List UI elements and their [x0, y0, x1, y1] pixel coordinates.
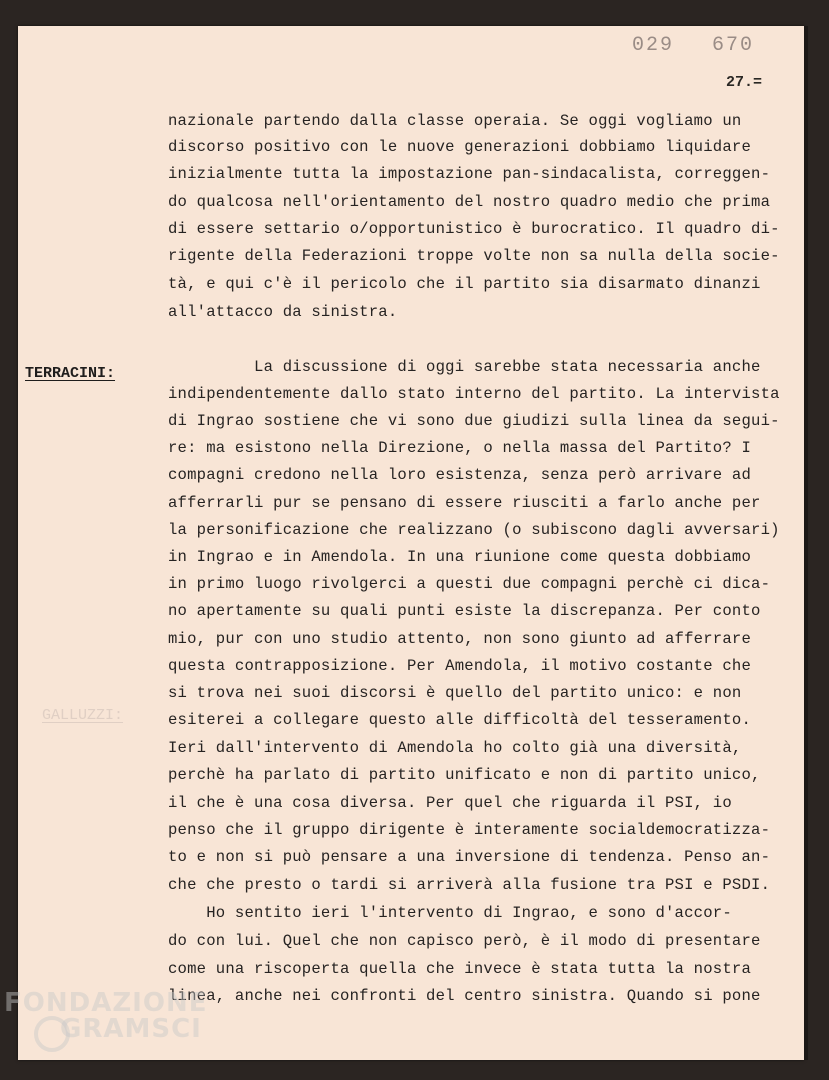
archive-stamp-number-1: 029: [632, 34, 675, 57]
watermark-fondazione: FONDAZIONE: [4, 988, 208, 1018]
text-line: compagni credono nella loro esistenza, senza però arrivare ad: [168, 466, 752, 484]
text-line: penso che il gruppo dirigente è interamente socialdemocratizza-: [168, 821, 771, 839]
text-line: inizialmente tutta la impostazione pan-sindacalista, correggen-: [168, 165, 771, 183]
text-line: di Ingrao sostiene che vi sono due giudizi sulla linea da segui-: [168, 412, 780, 430]
text-line: La discussione di oggi sarebbe stata necessaria anche: [168, 358, 761, 376]
text-line: all'attacco da sinistra.: [168, 303, 398, 321]
text-line: re: ma esistono nella Direzione, o nella massa del Partito? I: [168, 439, 752, 457]
text-line: perchè ha parlato di partito unificato e non di partito unico,: [168, 766, 761, 784]
text-line: discorso positivo con le nuove generazioni dobbiamo liquidare: [168, 138, 752, 156]
text-line: Ieri dall'intervento di Amendola ho colto già una diversità,: [168, 739, 742, 757]
text-line: linea, anche nei confronti del centro sinistra. Quando si pone: [168, 987, 761, 1005]
text-line: come una riscoperta quella che invece è stata tutta la nostra: [168, 960, 752, 978]
text-line: Ho sentito ieri l'intervento di Ingrao, e sono d'accor-: [168, 904, 732, 922]
text-line: do qualcosa nell'orientamento del nostro quadro medio che prima: [168, 193, 771, 211]
text-line: di essere settario o/opportunistico è burocratico. Il quadro di-: [168, 220, 780, 238]
text-line: esiterei a collegare questo alle difficoltà del tesseramento.: [168, 711, 752, 729]
text-line: mio, pur con uno studio attento, non sono giunto ad afferrare: [168, 630, 752, 648]
text-line: tà, e qui c'è il pericolo che il partito sia disarmato dinanzi: [168, 275, 761, 293]
text-line: si trova nei suoi discorsi è quello del partito unico: e non: [168, 684, 742, 702]
text-line: indipendentemente dallo stato interno del partito. La intervista: [168, 385, 780, 403]
text-line: in Ingrao e in Amendola. In una riunione come questa dobbiamo: [168, 548, 752, 566]
watermark-gramsci: GRAMSCI: [60, 1014, 202, 1044]
text-line: che che presto o tardi si arriverà alla fusione tra PSI e PSDI.: [168, 876, 771, 894]
text-line: no apertamente su quali punti esiste la discrepanza. Per conto: [168, 602, 761, 620]
text-line: in primo luogo rivolgerci a questi due compagni perchè ci dica-: [168, 575, 771, 593]
text-line: rigente della Federazioni troppe volte non sa nulla della socie-: [168, 247, 780, 265]
page-edge: [804, 26, 808, 1060]
text-line: la personificazione che realizzano (o subiscono dagli avversari): [168, 521, 780, 539]
speaker-label-terracini: TERRACINI:: [25, 365, 116, 382]
archive-stamp-number-2: 670: [712, 34, 755, 57]
text-line: il che è una cosa diversa. Per quel che riguarda il PSI, io: [168, 794, 732, 812]
text-line: nazionale partendo dalla classe operaia. Se oggi vogliamo un: [168, 112, 742, 130]
text-line: afferrarli pur se pensano di essere riusciti a farlo anche per: [168, 494, 761, 512]
text-line: do con lui. Quel che non capisco però, è il modo di presentare: [168, 932, 761, 950]
speaker-label-galluzzi: GALLUZZI:: [42, 707, 124, 724]
page-number: 27.=: [726, 74, 763, 91]
text-line: questa contrapposizione. Per Amendola, il motivo costante che: [168, 657, 752, 675]
text-line: to e non si può pensare a una inversione di tendenza. Penso an-: [168, 848, 771, 866]
